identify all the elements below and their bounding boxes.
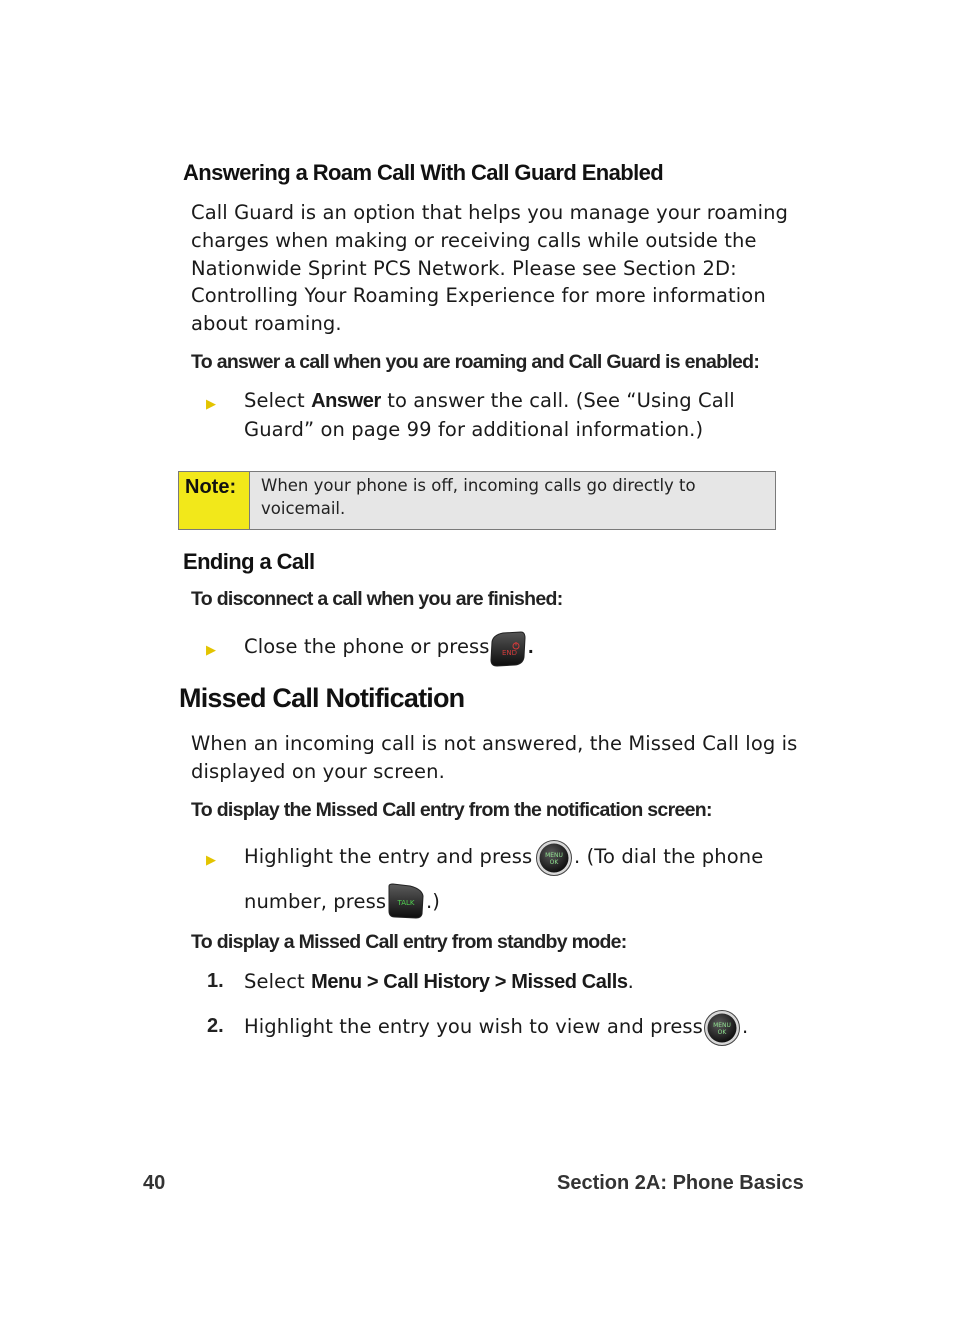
- bullet-arrow-icon: ▶: [206, 643, 216, 658]
- section-heading-ending-call: Ending a Call: [183, 549, 315, 574]
- missed-bullet-tail: . (To dial the phone: [574, 845, 764, 868]
- section-footer: Section 2A: Phone Basics: [557, 1172, 804, 1194]
- talk-key-icon: [386, 882, 426, 920]
- bullet-arrow-icon: ▶: [206, 853, 216, 868]
- missed-bullet-line2: number, press: [244, 890, 387, 913]
- paragraph-line: Call Guard is an option that helps you manage your roaming: [191, 201, 789, 224]
- end-key-label: END: [502, 649, 518, 657]
- ending-bullet: Close the phone or press: [244, 635, 490, 658]
- note-label: Note:: [179, 472, 250, 529]
- bullet-text: Select: [244, 389, 312, 412]
- ok-key-label: OK: [549, 859, 559, 866]
- bullet-text: Guard” on page 99 for additional information.): [244, 417, 704, 441]
- missed-bullet-line2-tail: .): [426, 890, 441, 913]
- menu-path: Menu > Call History > Missed Calls: [311, 971, 628, 993]
- talk-key-label: TALK: [397, 899, 415, 907]
- section-heading-missed-call: Missed Call Notification: [179, 683, 465, 713]
- period-mark: .: [528, 636, 534, 658]
- step-1: [244, 968, 634, 997]
- missed-paragraph: [191, 730, 797, 786]
- paragraph-line: Nationwide Sprint PCS Network. Please see Section 2D:: [191, 256, 737, 280]
- bullet-text: to answer the call. (See “Using Call: [380, 389, 735, 412]
- end-key-icon: [489, 630, 527, 668]
- roam-paragraph: [191, 199, 788, 338]
- note-line: voicemail.: [261, 499, 346, 518]
- paragraph-line: When an incoming call is not answered, the Missed Call log is: [191, 732, 798, 755]
- step-text: .: [627, 970, 634, 993]
- page-number: 40: [143, 1172, 166, 1194]
- missed-bullet-line1: Highlight the entry and press: [244, 845, 533, 868]
- roam-bullet: [244, 387, 735, 444]
- note-line: When your phone is off, incoming calls go directly to: [261, 476, 696, 495]
- missed-procedure-intro-1: To display the Missed Call entry from the notification screen:: [191, 799, 712, 821]
- ending-procedure-intro: To disconnect a call when you are finished:: [191, 588, 563, 610]
- menu-ok-key-icon: [703, 1009, 741, 1047]
- missed-procedure-intro-2: To display a Missed Call entry from standby mode:: [191, 931, 627, 953]
- paragraph-line: about roaming.: [191, 312, 342, 336]
- step-2: Highlight the entry you wish to view and press: [244, 1015, 703, 1038]
- paragraph-line: charges when making or receiving calls while outside the: [191, 228, 757, 252]
- answer-term: Answer: [311, 390, 381, 412]
- paragraph-line: Controlling Your Roaming Experience for more information: [191, 284, 766, 308]
- paragraph-line: displayed on your screen.: [191, 759, 445, 783]
- ok-key-label: OK: [717, 1029, 727, 1036]
- roam-procedure-intro: To answer a call when you are roaming and Call Guard is enabled:: [191, 351, 760, 373]
- section-heading-roam-call: Answering a Roam Call With Call Guard Enabled: [183, 160, 664, 185]
- menu-ok-key-icon: [535, 839, 573, 877]
- menu-key-label: MENU: [713, 1022, 731, 1029]
- step-text: Select: [244, 970, 312, 993]
- bullet-arrow-icon: ▶: [206, 397, 216, 412]
- note-box: [178, 471, 776, 530]
- step-number: 1.: [207, 970, 224, 992]
- step-2-tail: .: [742, 1015, 749, 1038]
- step-number: 2.: [207, 1015, 224, 1037]
- note-text: [250, 472, 696, 529]
- menu-key-label: MENU: [545, 852, 563, 859]
